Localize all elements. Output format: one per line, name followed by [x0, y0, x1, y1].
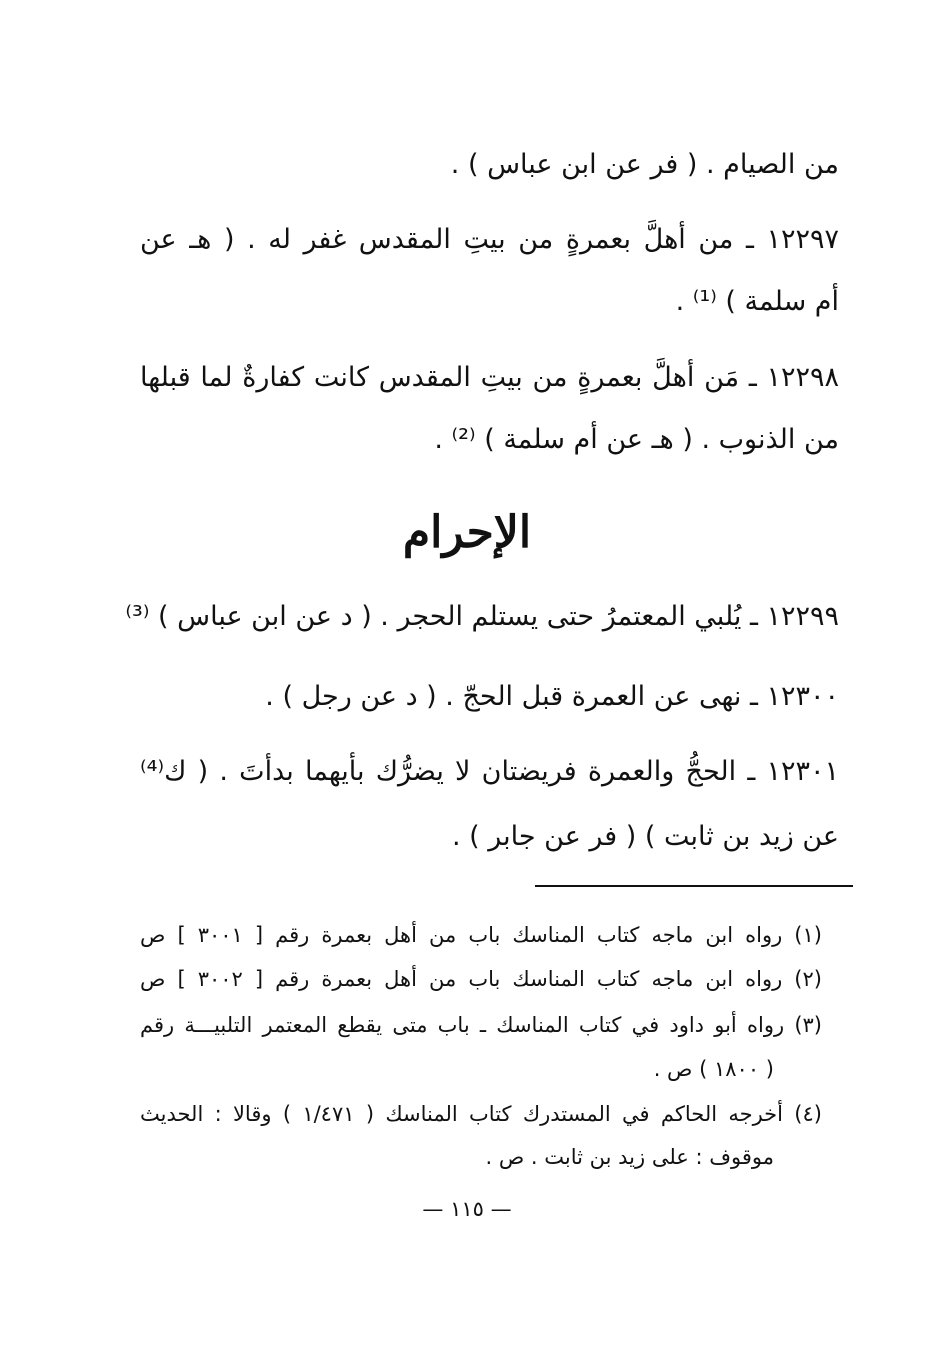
hadith-line: عن زيد بن ثابت ) ( فر عن جابر ) . — [451, 821, 839, 852]
page-number: — ١١٥ — — [422, 1197, 512, 1221]
footnote-line: (٢) رواه ابن ماجه كتاب المناسك باب من أهل بعمرة رقم [ ٣٠٠٢ ] ص — [140, 967, 822, 991]
hadith-line: من الذنوب . ( هـ عن أم سلمة ) ⁽²⁾ . — [434, 424, 839, 455]
footnote-line: ( ١٨٠٠ ) ص . — [653, 1057, 774, 1081]
hadith-line: ١٢٣٠٠ ـ نهى عن العمرة قبل الحجّ . ( د عن رجل ) . — [265, 681, 839, 712]
hadith-line: ١٢٢٩٧ ـ من أهلَّ بعمرةٍ من بيتِ المقدس غفر له . ( هـ عن — [140, 224, 839, 255]
section-heading: الإحرام — [402, 507, 532, 558]
hadith-line: من الصيام . ( فر عن ابن عباس ) . — [450, 149, 839, 180]
hadith-line: ١٢٢٩٩ ـ يُلبي المعتمرُ حتى يستلم الحجر . ( د عن ابن عباس ) ⁽³⁾ — [125, 601, 839, 632]
footnote-line: موقوف : على زيد بن ثابت . ص . — [485, 1145, 774, 1169]
hadith-line: ١٢٢٩٨ ـ مَن أهلَّ بعمرةٍ من بيتِ المقدس كانت كفارةٌ لما قبلها — [140, 362, 839, 393]
footnote-line: (٤) أخرجه الحاكم في المستدرك كتاب المناسك ( ١/٤٧١ ) وقالا : الحديث — [140, 1102, 822, 1126]
footnote-divider — [535, 885, 853, 887]
footnote-line: (٣) رواه أبو داود في كتاب المناسك ـ باب متى يقطع المعتمر التلبيـــة رقم — [140, 1013, 822, 1037]
hadith-line: ١٢٣٠١ ـ الحجُّ والعمرة فريضتان لا يضرُّك بأيهما بدأتَ . ( ك⁽⁴⁾ — [140, 756, 839, 787]
footnote-line: (١) رواه ابن ماجه كتاب المناسك باب من أهل بعمرة رقم [ ٣٠٠١ ] ص — [140, 923, 822, 947]
hadith-line: أم سلمة ) ⁽¹⁾ . — [675, 286, 839, 317]
